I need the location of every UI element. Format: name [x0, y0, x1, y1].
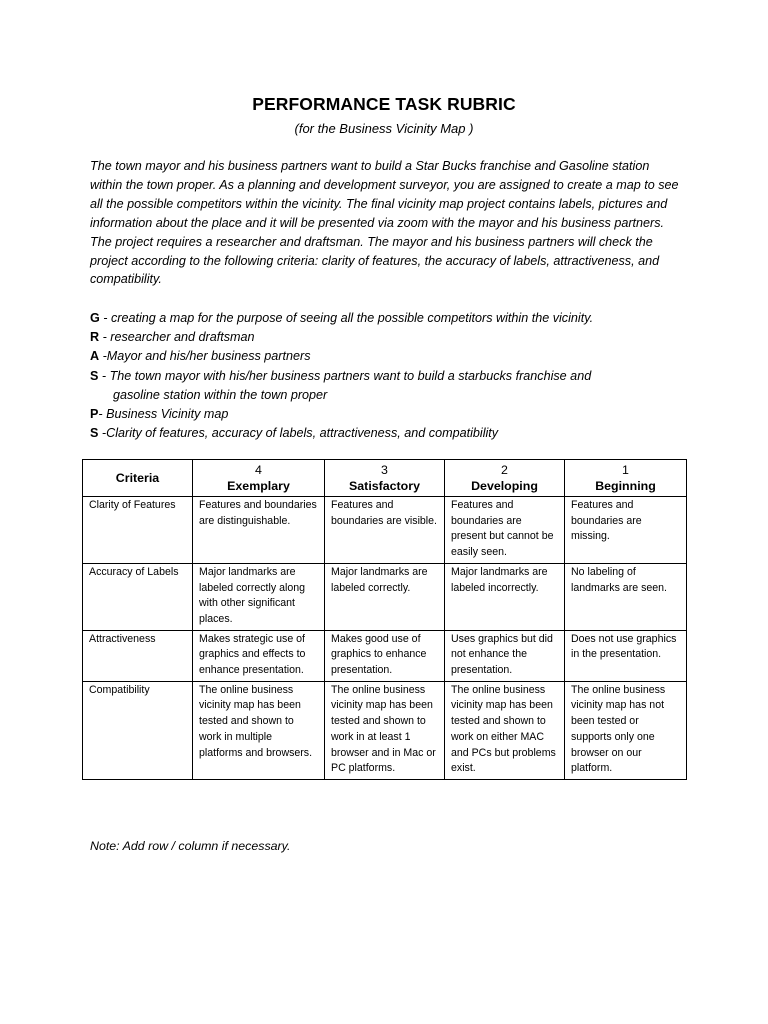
page-title: PERFORMANCE TASK RUBRIC	[252, 94, 516, 114]
grasps-text: - The town mayor with his/her business partners want to build a starbucks franchise and	[98, 368, 592, 383]
criterion-cell: Attractiveness	[83, 630, 193, 681]
rubric-cell: The online business vicinity map has been tested and shown to work in multiple platforms and browsers.	[193, 681, 325, 779]
level-name: Developing	[471, 479, 538, 493]
level-name: Beginning	[595, 479, 656, 493]
footnote: Note: Add row / column if necessary.	[90, 839, 291, 853]
rubric-cell: Features and boundaries are distinguishable.	[193, 497, 325, 564]
level-score: 2	[501, 463, 508, 477]
level-name: Satisfactory	[349, 479, 420, 493]
rubric-cell: Major landmarks are labeled correctly along with other significant places.	[193, 563, 325, 630]
level-name: Exemplary	[227, 479, 290, 493]
grasps-letter: S	[90, 368, 99, 383]
rubric-cell: Major landmarks are labeled correctly.	[325, 563, 445, 630]
header-criteria: Criteria	[83, 460, 193, 497]
rubric-cell: The online business vicinity map has been tested and shown to work on either MAC and PCs but problems exist.	[445, 681, 565, 779]
header-level-4	[193, 460, 325, 497]
grasps-text: - creating a map for the purpose of seeing all the possible competitors within the vicinity.	[99, 311, 594, 325]
grasps-text: -Mayor and his/her business partners	[99, 349, 311, 364]
header-level-1	[565, 460, 687, 497]
grasps-letter: S	[90, 426, 99, 441]
grasps-letter: G	[90, 311, 100, 325]
grasps-item-standards	[90, 424, 690, 443]
rubric-cell: Makes strategic use of graphics and effects to enhance presentation.	[193, 630, 325, 681]
table-row	[83, 681, 687, 779]
level-score: 3	[381, 463, 388, 477]
rubric-cell: Makes good use of graphics to enhance presentation.	[325, 630, 445, 681]
criterion-cell: Compatibility	[83, 681, 193, 779]
level-score: 4	[255, 463, 262, 477]
grasps-letter: R	[90, 330, 100, 345]
grasps-item-role	[90, 328, 690, 347]
grasps-item-product	[90, 405, 690, 424]
table-row	[83, 563, 687, 630]
criterion-cell: Accuracy of Labels	[83, 563, 193, 630]
rubric-cell: The online business vicinity map has not been tested or supports only one browser on our platform.	[565, 681, 687, 779]
table-row	[83, 497, 687, 564]
grasps-item-situation	[90, 367, 690, 386]
grasps-letter: A	[90, 349, 100, 364]
rubric-cell: Features and boundaries are present but cannot be easily seen.	[445, 497, 565, 564]
page-subtitle: (for the Business Vicinity Map )	[294, 121, 474, 136]
grasps-item-goal	[90, 309, 690, 328]
header-level-2	[445, 460, 565, 497]
grasps-letter: P	[90, 407, 99, 422]
rubric-cell: Features and boundaries are missing.	[565, 497, 687, 564]
grasps-item-audience	[90, 347, 690, 366]
grasps-item-situation-continuation: gasoline station within the town proper	[113, 387, 328, 402]
rubric-cell: No labeling of landmarks are seen.	[565, 563, 687, 630]
rubric-cell: Does not use graphics in the presentation.	[565, 630, 687, 681]
grasps-text: -Clarity of features, accuracy of labels, attractiveness, and compatibility	[98, 426, 499, 441]
grasps-list	[90, 309, 690, 443]
rubric-cell: Features and boundaries are visible.	[325, 497, 445, 564]
level-score: 1	[622, 463, 629, 477]
table-row	[83, 630, 687, 681]
rubric-cell: The online business vicinity map has been tested and shown to work in at least 1 browser and in Mac or PC platforms.	[325, 681, 445, 779]
header-level-3	[325, 460, 445, 497]
rubric-table	[82, 459, 687, 780]
grasps-text: - Business Vicinity map	[98, 407, 229, 422]
rubric-header-row	[83, 460, 687, 497]
intro-paragraph: The town mayor and his business partners want to build a Star Bucks franchise and Gasoline station within the town proper. As a planning and development surveyor, you are assigned to create a map to see all the possible competitors within the vicinity. The final vicinity map project contains labels, pictures and information about the place and it will be presented via zoom with the mayor and his business partners. The project requires a researcher and draftsman. The mayor and his business partners will check the project according to the following criteria: clarity of features, the accuracy of labels, attractiveness, and compatibility.	[90, 159, 679, 287]
rubric-cell: Major landmarks are labeled incorrectly.	[445, 563, 565, 630]
grasps-text: - researcher and draftsman	[99, 330, 255, 345]
rubric-cell: Uses graphics but did not enhance the presentation.	[445, 630, 565, 681]
criterion-cell: Clarity of Features	[83, 497, 193, 564]
